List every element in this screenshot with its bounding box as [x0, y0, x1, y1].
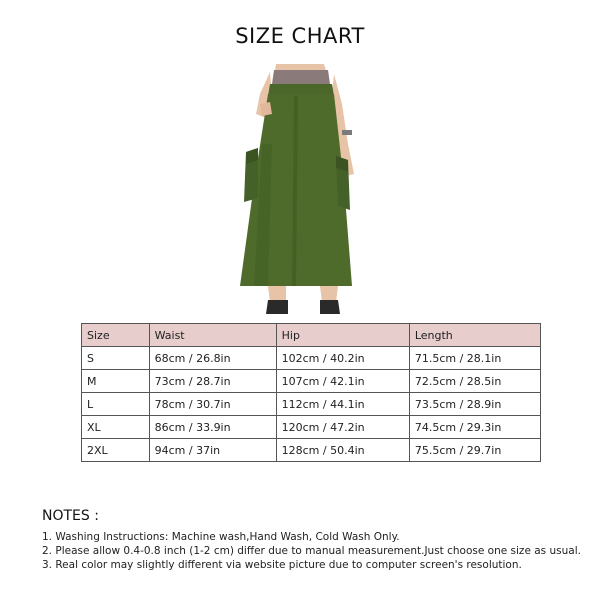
- notes-heading: NOTES :: [42, 508, 99, 524]
- cell-hip: 128cm / 50.4in: [276, 439, 409, 462]
- table-row: [82, 439, 541, 462]
- cell-length: 73.5cm / 28.9in: [409, 393, 540, 416]
- cell-waist: 94cm / 37in: [149, 439, 276, 462]
- note-item: 2. Please allow 0.4-0.8 inch (1-2 cm) differ due to manual measurement.Just choose one size as usual.: [42, 545, 581, 557]
- cell-hip: 107cm / 42.1in: [276, 370, 409, 393]
- table-row: [82, 370, 541, 393]
- cell-length: 72.5cm / 28.5in: [409, 370, 540, 393]
- cell-hip: 112cm / 44.1in: [276, 393, 409, 416]
- header-waist: Waist: [149, 324, 276, 347]
- size-table: [81, 323, 541, 462]
- cell-size: L: [82, 393, 150, 416]
- cell-length: 71.5cm / 28.1in: [409, 347, 540, 370]
- page-title: SIZE CHART: [235, 24, 365, 48]
- table-row: [82, 347, 541, 370]
- cell-waist: 86cm / 33.9in: [149, 416, 276, 439]
- table-row: [82, 416, 541, 439]
- cell-waist: 73cm / 28.7in: [149, 370, 276, 393]
- notes-section: [42, 508, 582, 572]
- cell-size: 2XL: [82, 439, 150, 462]
- header-hip: Hip: [276, 324, 409, 347]
- cell-length: 75.5cm / 29.7in: [409, 439, 540, 462]
- cell-size: M: [82, 370, 150, 393]
- cell-length: 74.5cm / 29.3in: [409, 416, 540, 439]
- cell-hip: 120cm / 47.2in: [276, 416, 409, 439]
- cell-waist: 68cm / 26.8in: [149, 347, 276, 370]
- cell-size: XL: [82, 416, 150, 439]
- header-length: Length: [409, 324, 540, 347]
- note-item: 3. Real color may slightly different via website picture due to computer screen's resolution.: [42, 559, 522, 571]
- cell-hip: 102cm / 40.2in: [276, 347, 409, 370]
- table-row: [82, 393, 541, 416]
- header-size: Size: [82, 324, 150, 347]
- cell-waist: 78cm / 30.7in: [149, 393, 276, 416]
- product-image: [232, 64, 368, 314]
- note-item: 1. Washing Instructions: Machine wash,Hand Wash, Cold Wash Only.: [42, 531, 400, 543]
- table-header-row: [82, 324, 541, 347]
- cell-size: S: [82, 347, 150, 370]
